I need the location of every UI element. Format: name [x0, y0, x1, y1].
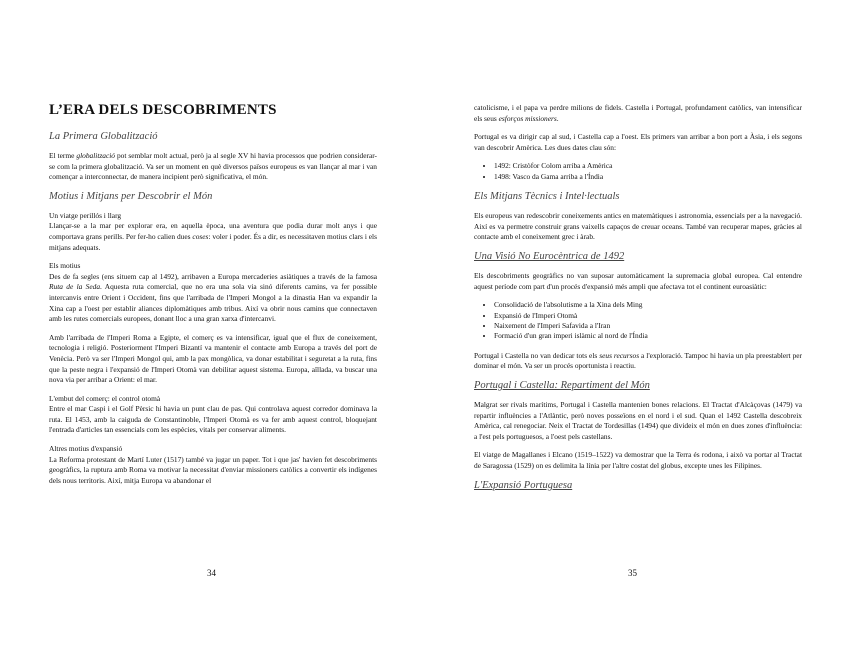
section-heading-tecnics: Els Mitjans Tècnics i Intel·lectuals	[474, 191, 620, 203]
list-item: • 1492: Cristòfor Colom arriba a Amèrica	[494, 161, 802, 171]
list-item: • Formació d'un gran imperi islàmic al nord de l'Índia	[494, 331, 802, 341]
right-column	[474, 103, 802, 500]
right-page	[424, 0, 848, 655]
page-number-right: 35	[628, 568, 637, 578]
label-comerc: L'embut del comerç: el control otomà	[49, 393, 161, 403]
expansion-list	[474, 300, 802, 342]
page-number-left: 34	[207, 568, 216, 578]
term-globalitzacio: globalització	[76, 151, 115, 160]
dates-list	[474, 161, 802, 182]
paragraph-altres-motius: La Reforma protestant de Martí Luter (1517) també va jugar un paper. Tot i que jas' havien fet descobriments geogràfics, la ruptura amb Roma va motivar la necessitat d'enviar missioners catòlics a convertir els indígenes dels nous territoris. Així, mitja Europa va abandonar el	[49, 454, 377, 485]
paragraph-globalitzacio: El terme globalització pot semblar molt actual, però ja al segle XV hi havia processos que podrien considerar-se com la primera globalització. Va ser un moment en què diversos països europeus es van llançar al mar i van començar a interconnectar, de manera incipient però significativa, el món.	[49, 151, 378, 182]
paragraph-tecnics: Els europeus van redescobrir coneixements antics en matemàtiques i astronomia, essencials per a la navegació. Així es va permetre construir grans vaixells capaços de creuar oceans. També van recuperar mapes, gràcies al contacte amb el coneixement grec i àrab.	[474, 211, 802, 242]
list-item: • Naixement de l'Imperi Safavida a l'Iran	[494, 321, 802, 331]
paragraph-viatge: Llançar-se a la mar per explorar era, en aquella època, una aventura que podia durar molt anys i que comportava grans perills. Per fer-ho calien dues coses: voler i poder. És a dir, es necessitaven motius clars i els mitjans adequats.	[49, 221, 377, 252]
paragraph-repartiment-2: El viatge de Magallanes i Elcano (1519–1522) va demostrar que la Terra és rodona, i això va portar al Tractat de Saragossa (1529) on es delimita la línia per l'altre costat del globus, excepte unes les Filipines.	[474, 450, 802, 470]
paragraph-continuation: catolicisme, i el papa va perdre milions de fidels. Castella i Portugal, profundament catòlics, van intensificar els seus esforços missioners.	[474, 103, 802, 123]
chapter-title: L’ERA DELS DESCOBRIMENTS	[49, 102, 277, 118]
list-item: • Consolidació de l'absolutisme a la Xina dels Ming	[494, 300, 802, 310]
section-heading-globalitzacio: La Primera Globalització	[49, 131, 158, 142]
section-heading-repartiment: Portugal i Castella: Repartiment del Món	[474, 379, 650, 391]
paragraph-visio: Els descobriments geogràfics no van suposar automàticament la supremacia global europea. Cal entendre aquest període com part d'un procés d'expansió més ampli que afectava tot el continent euroasiàtic:	[474, 270, 802, 291]
list-item: • Expansió de l'Imperi Otomà	[494, 311, 802, 321]
label-altres-motius: Altres motius d'expansió	[49, 444, 123, 454]
section-heading-expansio: L'Expansió Portuguesa	[474, 479, 573, 491]
list-item: • 1498: Vasco da Gama arriba a l'Índia	[494, 172, 802, 182]
paragraph-recursos: Portugal i Castella no van dedicar tots els seus recursos a l'exploració. Tampoc hi havia un pla preestablert per dominar el món. Va ser un procés oportunista i reactiu.	[474, 350, 802, 371]
paragraph-repartiment-1: Malgrat ser rivals marítims, Portugal i Castella mantenien bones relacions. El Tractat d'Alcàçovas (1479) va repartir influències a l'Atlàntic, però noves posseïons en el nord i el sud. Quan el 1492 Castella descobreix Amèrica, cal renegociar. Neix el Tractat de Tordesillas (1494) que divideix el món en dues zones d'influència: a l'est pels portuguesos, a l'oest pels castellans.	[474, 399, 802, 441]
left-column	[49, 102, 377, 494]
paragraph-portugal-castella: Portugal es va dirigir cap al sud, i Castella cap a l'oest. Els primers van arribar a bon port a Àsia, i els segons van descobrir Amèrica. Les dues dates clau són:	[474, 132, 802, 152]
label-viatge: Un viatge perillós i llarg	[49, 210, 122, 220]
section-heading-visio: Una Visió No Eurocèntrica de 1492	[474, 250, 625, 262]
paragraph-motius: Des de fa segles (ens situem cap al 1492), arribaven a Europa mercaderies asiàtiques a través de la famosa Ruta de la Seda. Aquesta ruta comercial, que no era una sola via sinó diferents camins, va fer possible intercanvis entre Orient i Occident, fins que l'arribada de l'Imperi Mongol a la dinastia Han va expandir la Xina cap a l'oest per establir aliances diplomàtiques amb tribus. Així va obrir nous camins que connectaven amb les rutes comercials europees, donant lloc a una gran xarxa d'intercanvi.	[49, 271, 377, 324]
section-heading-motius: Motius i Mitjans per Descobrir el Món	[49, 190, 213, 202]
paragraph-comerc: Entre el mar Caspi i el Golf Pèrsic hi havia un punt clau de pas. Qui controlava aquest corredor dominava la ruta. El 1453, amb la caiguda de Constantinoble, l'Imperi Otomà es va fer amb aquest control, bloquejant l'entrada d'articles tan essencials com les espècies, vitals per conservar aliments.	[49, 404, 377, 435]
term-ruta-seda: Ruta de la Seda	[49, 282, 101, 292]
label-motius: Els motius	[49, 261, 81, 271]
paragraph-imperi: Amb l'arribada de l'Imperi Roma a Egipte, el comerç es va intensificar, igual que el flux de coneixement, tecnologia i religió. Posteriorment l'Imperi Bizantí va mantenir el contacte amb Europa a través del port de Venècia. Però va ser l'Imperi Mongol qui, amb la pax mongòlica, va donar estabilitat i seguretat a la ruta, fins que la peste negra i l'expansió de l'Imperi Otomà van debilitar aquest sistema. Europa, aïllada, va buscar una nova via per arribar a Orient: el mar.	[49, 332, 377, 385]
